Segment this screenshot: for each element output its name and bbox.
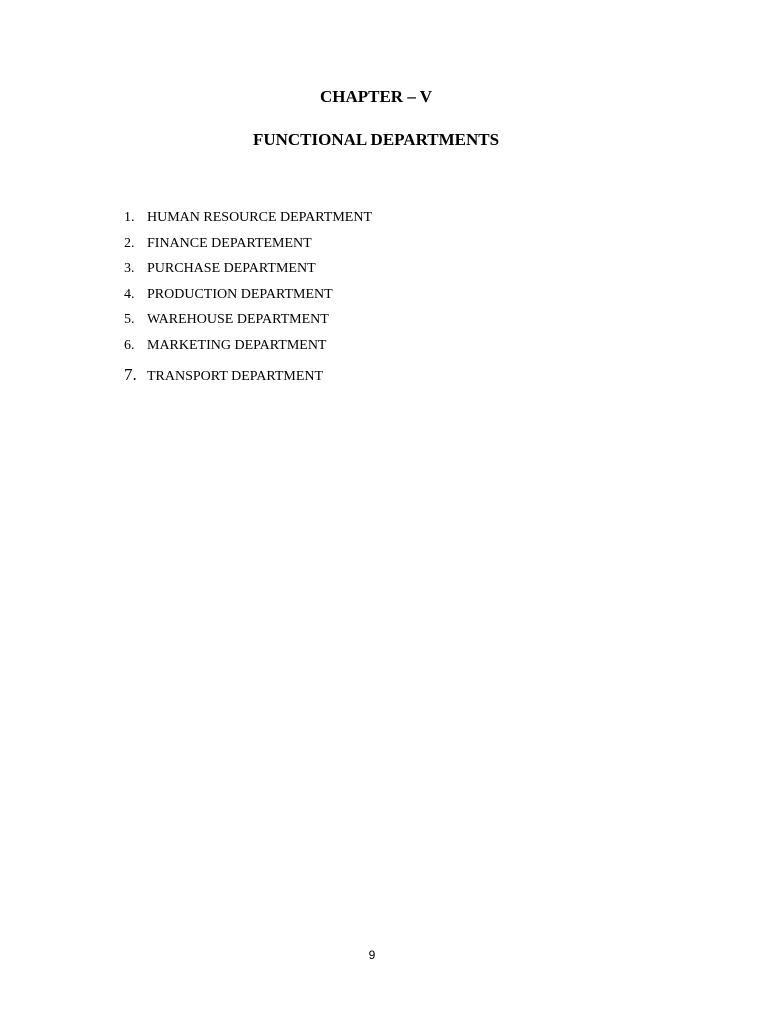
list-item-number: 4. [124, 286, 135, 302]
list-item-number: 5. [124, 312, 135, 327]
list-item [124, 338, 372, 364]
list-item [124, 287, 372, 313]
list-item-number: 3. [124, 261, 135, 276]
list-item [124, 210, 372, 236]
list-item-number: 7. [124, 365, 137, 384]
list-item [124, 312, 372, 338]
list-item-label: TRANSPORT DEPARTMENT [147, 369, 324, 384]
list-item [124, 261, 372, 287]
list-item-label: PRODUCTION DEPARTMENT [147, 286, 333, 302]
section-title: FUNCTIONAL DEPARTMENTS [252, 130, 500, 149]
list-item-number: 1. [124, 210, 135, 225]
page-number: 9 [368, 948, 376, 962]
list-item-label: FINANCE DEPARTEMENT [147, 235, 312, 251]
list-item-label: PURCHASE DEPARTMENT [147, 261, 316, 276]
list-item-label: HUMAN RESOURCE DEPARTMENT [147, 210, 372, 225]
list-item [124, 363, 372, 391]
list-item-label: MARKETING DEPARTMENT [147, 337, 327, 353]
list-item [124, 236, 372, 262]
department-list [124, 210, 372, 391]
list-item-number: 6. [124, 337, 135, 353]
list-item-number: 2. [124, 235, 135, 251]
list-item-label: WAREHOUSE DEPARTMENT [147, 312, 329, 327]
chapter-title: CHAPTER – V [319, 87, 433, 106]
